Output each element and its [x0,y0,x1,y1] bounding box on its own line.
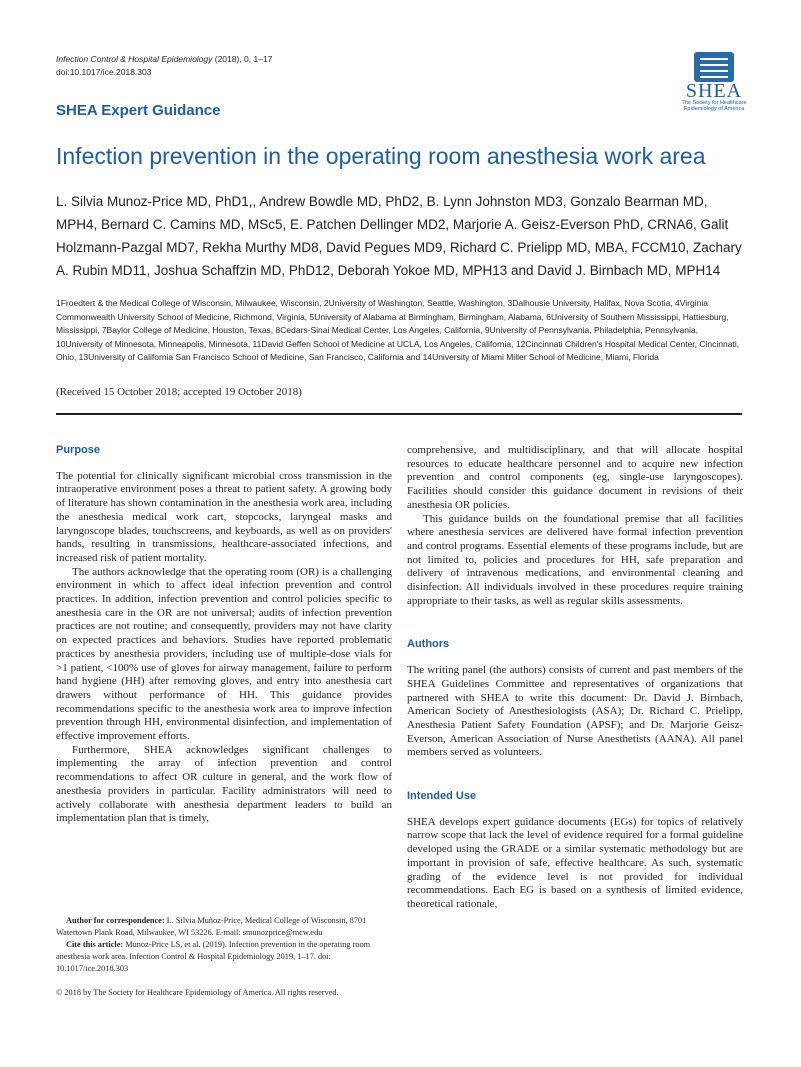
correspondence-text: L. Silvia Muñoz-Price, Medical College of Wisconsin, 8701 Watertown Plank Road, Milwaukee, WI 53226. E-mail: smunozprice@mcw.edu [56,916,367,937]
journal-header [56,53,272,79]
affiliations: 1Froedtert & the Medical College of Wisconsin, Milwaukee, Wisconsin, 2University of Washington, Seattle, Washington, 3Dalhousie University, Halifax, Nova Scotia, 4Virginia Commonwealth University School of Medicine, Richmond, Virginia, 5University of Alabama at Birmingham, Birmingham, Alabama, 6University of Southern Mississippi, Hattiesburg, Mississippi, 7Baylor College of Medicine, Houston, Texas, 8Cedars-Sinai Medical Center, Los Angeles, California, 9University of Pennsylvania, Philadelphia, Pennsylvania, 10University of Minnesota, Minneapolis, Minnesota, 11David Geffen School of Medicine at UCLA, Los Angeles, California, 12Cincinnati Children's Hospital Medical Center, Cincinnati, Ohio, 13University of California San Francisco School of Medicine, San Francisco, California and 14University of Miami Miller School of Medicine, Miami, Florida [56,298,740,362]
left-column [56,444,392,826]
correspondence-note [56,915,392,939]
copyright-notice: © 2018 by The Society for Healthcare Epidemiology of America. All rights reserved. [56,988,339,997]
author-list: L. Silvia Munoz-Price MD, PhD1,, Andrew Bowdle MD, PhD2, B. Lynn Johnston MD3, Gonzalo Bearman MD, MPH4, Bernard C. Camins MD, MSc5, E. Patchen Dellinger MD2, Marjorie A. Geisz-Everson PhD, CRNA6, Galit Holzmann-Pazgal MD7, Rekha Murthy MD8, David Pegues MD9, Richard C. Prielipp MD, MBA, FCCM10, Zachary A. Rubin MD11, Joshua Schaffzin MD, PhD12, Deborah Yokoe MD, MPH13 and David J. Birnbach MD, MPH14 [56,194,742,278]
authors-paragraph: The writing panel (the authors) consists of current and past members of the SHEA Guidelines Committee and representatives of organizations that partnered with SHEA to write this document: Dr. David J. Birnbach, American Society of Anesthesiologists (ASA); Dr. Richard C. Prielipp, Anesthesia Patient Safety Foundation (APSF); and Dr. Marjorie Geisz-Everson, American Association of Nurse Anesthetists (AANA). All panel members served as volunteers. [407,664,743,759]
shea-logo-mark [694,52,734,82]
purpose-heading: Purpose [56,444,101,456]
authors-heading: Authors [407,638,450,651]
intended-use-paragraph: SHEA develops expert guidance documents (EGs) for topics of relatively narrow scope that lack the level of evidence required for a formal guideline developed using the GRADE or a similar systematic methodology but are important in provision of safe, effective healthcare. As such, systematic grading of the evidence level is not provided for individual recommendations. Each EG is based on a synthesis of limited evidence, theoretical rationale, [407,815,743,910]
journal-name: Infection Control & Hospital Epidemiology [56,54,213,64]
footnotes [56,915,392,975]
purpose-paragraph-continued: comprehensive, and multidisciplinary, and that will allocate hospital resources to educate healthcare personnel and to acquire new infection prevention and control components (eg, single-use laryngoscopes). Facilities should consider this guidance document in revisions of their anesthesia OR policies. [407,444,743,511]
shea-logo [678,52,750,114]
shea-logo-text: SHEA [685,80,743,102]
purpose-paragraph-1: The potential for clinically significant microbial cross transmission in the intraoperative environment poses a threat to patient safety. A growing body of literature has shown contamination in the anesthesia work area, including the anesthesia medical work cart, stopcocks, laryngeal masks and laryngoscope blades, touchscreens, and keyboards, as well as on providers' hands, resulting in transmissions, healthcare-associated infections, and increased risk of patient mortality. [56,469,392,564]
journal-volume: (2018), 0, 1–17 [212,54,273,64]
cite-label: Cite this article: [66,940,124,949]
journal-doi: doi:10.1017/ice.2018.303 [56,67,152,77]
cite-note [56,939,392,975]
header-rule [56,413,742,415]
correspondence-label: Author for correspondence: [66,916,165,925]
section-tag: SHEA Expert Guidance [56,102,221,119]
article-title: Infection prevention in the operating room anesthesia work area [56,143,706,169]
received-dates: (Received 15 October 2018; accepted 19 October 2018) [56,386,302,398]
cite-text: Munoz-Price LS, et al. (2019). Infection prevention in the operating room anesthesia work area. Infection Control & Hospital Epidemiology 2019, 1–17. doi: 10.1017/ice.2018.303 [56,940,371,973]
right-column [407,444,743,912]
intended-use-heading: Intended Use [407,790,477,803]
purpose-paragraph-3: Furthermore, SHEA acknowledges significant challenges to implementing the array of infection prevention and control recommendations to affect OR culture in general, and the work flow of anesthesia providers in particular. Facility administrators will need to actively collaborate with anesthesia department leaders to build an implementation plan that is timely, [56,743,392,825]
purpose-paragraph-4: This guidance builds on the foundational premise that all facilities where anesthesia services are delivered have formal infection prevention and control programs. Essential elements of these programs include, but are not limited to, policies and procedures for HH, safe preparation and delivery of intravenous medications, and environmental cleaning and disinfection. All individuals involved in these procedures require training appropriate to their tasks, as well as regular skills assessments. [407,512,743,607]
shea-logo-tagline: The Society for Healthcare Epidemiology of America [681,100,747,112]
purpose-paragraph-2: The authors acknowledge that the operating room (OR) is a challenging environment in which to affect ideal infection prevention and control practices. In addition, infection prevention and control policies specific to anesthesia care in the OR are not universal; audits of infection prevention practices are not routine; and consequently, providers may not have clarity on expected practices and behaviors. Studies have reported problematic practices by anesthesia providers, including use of multiple-dose vials for >1 patient, <100% use of gloves for airway management, failure to perform hand hygiene (HH) after removing gloves, and entry into anesthesia cart drawers without performance of HH. This guidance provides recommendations specific to the anesthesia work area to improve infection prevention through HH, environmental disinfection, and implementation of effective improvement efforts. [56,565,392,743]
